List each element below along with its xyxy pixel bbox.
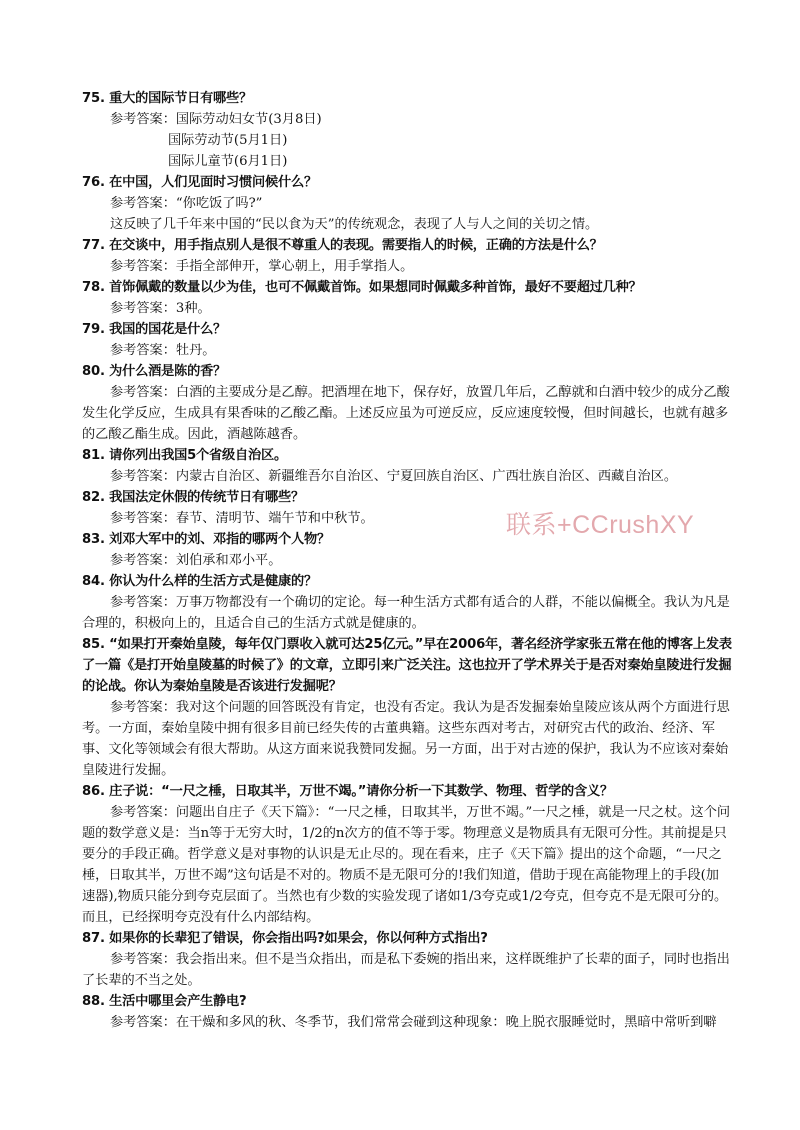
answer-87: 参考答案：我会指出来。但不是当众指出，而是私下委婉的指出来，这样既维护了长辈的面子，同时也指出了长辈的不当之处。 xyxy=(82,952,730,988)
question-84: 84. 你认为什么样的生活方式是健康的？ xyxy=(82,574,317,589)
answer-77: 参考答案：手指全部伸开，掌心朝上，用手掌指人。 xyxy=(110,259,414,274)
watermark-text: 联系+CCrushXY xyxy=(506,511,695,539)
answer-75: 参考答案：国际劳动妇女节(3月8日) xyxy=(110,112,322,127)
question-78: 78. 首饰佩戴的数量以少为佳，也可不佩戴首饰。如果想同时佩戴多种首饰，最好不要超过几种？ xyxy=(82,280,642,295)
answer-75-line-3: 国际儿童节(6月1日) xyxy=(168,154,288,169)
question-87: 87. 如果你的长辈犯了错误，你会指出吗?如果会，你以何种方式指出? xyxy=(82,931,488,946)
question-88: 88. 生活中哪里会产生静电? xyxy=(82,994,247,1009)
answer-84: 参考答案：万事万物都没有一个确切的定论。每一种生活方式都有适合的人群，不能以偏概全。我认为凡是合理的，积极向上的，且适合自己的生活方式就是健康的。 xyxy=(82,595,730,631)
answer-78: 参考答案：3种。 xyxy=(110,301,211,316)
answer-75-line-2: 国际劳动节(5月1日) xyxy=(168,133,288,148)
answer-85: 参考答案：我对这个问题的回答既没有肯定，也没有否定。我认为是否发掘秦始皇陵应该从两个方面进行思考。一方面，秦始皇陵中拥有很多目前已经失传的古董典籍。这些东西对考古，对研究古代的政治、经济、军事、文化等领域会有很大帮助。从这方面来说我赞同发掘。另一方面，出于对古迹的保护，我认为不应该对秦始皇陵进行发掘。 xyxy=(82,700,730,778)
question-82: 82. 我国法定休假的传统节日有哪些？ xyxy=(82,490,304,505)
question-79: 79. 我国的国花是什么？ xyxy=(82,322,227,337)
answer-86: 参考答案：问题出自庄子《天下篇》：“一尺之棰，日取其半，万世不竭。”一尺之棰，就是一尺之杖。这个问题的数学意义是：当n等于无穷大时，1/2的n次方的值不等于零。物理意义是物质具有无限可分性。其前提是只要分的手段正确。哲学意义是对事物的认识是无止尽的。现在看来，庄子《天下篇》提出的这个命题，“一尺之棰，日取其半，万世不竭”这句话是不对的。物质不是无限可分的!我们知道，借助于现在高能物理上的手段(加速器),物质只能分到夸克层面了。当然也有少数的实验发现了诸如1/3夸克或1/2夸克，但夸克不是无限可分的。而且，已经探明夸克没有什么内部结构。 xyxy=(82,805,731,925)
question-81: 81. 请你列出我国5个省级自治区。 xyxy=(82,448,287,463)
answer-76-explanation: 这反映了几千年来中国的“民以食为天”的传统观念，表现了人与人之间的关切之情。 xyxy=(110,217,599,232)
answer-80: 参考答案：白酒的主要成分是乙醇。把酒埋在地下，保存好，放置几年后，乙醇就和白酒中较少的成分乙酸发生化学反应，生成具有果香味的乙酸乙酯。上述反应虽为可逆反应，反应速度较慢，但时间越长，也就有越多的乙酸乙酯生成。因此，酒越陈越香。 xyxy=(82,385,730,442)
question-75: 75. 重大的国际节日有哪些？ xyxy=(82,91,253,106)
question-86: 86. 庄子说：“一尺之棰，日取其半，万世不竭。”请你分析一下其数学、物理、哲学的含义？ xyxy=(82,784,614,799)
question-83: 83. 刘邓大军中的刘、邓指的哪两个人物？ xyxy=(82,532,330,547)
answer-82: 参考答案：春节、清明节、端午节和中秋节。 xyxy=(110,511,374,526)
question-85: 85. “如果打开秦始皇陵，每年仅门票收入就可达25亿元。”早在2006年，著名经济学家张五常在他的博客上发表了一篇《是打开始皇陵墓的时候了》的文章，立即引来广泛关注。这也拉开了学术界关于是否对秦始皇陵进行发掘的论战。你认为秦始皇陵是否该进行发掘呢？ xyxy=(82,637,732,694)
question-77: 77. 在交谈中，用手指点别人是很不尊重人的表现。需要指人的时候，正确的方法是什么？ xyxy=(82,238,603,253)
answer-88: 参考答案：在干燥和多风的秋、冬季节，我们常常会碰到这种现象：晚上脱衣服睡觉时，黑暗中常听到噼 xyxy=(110,1015,717,1030)
question-76: 76. 在中国，人们见面时习惯问候什么？ xyxy=(82,175,317,190)
document-body xyxy=(82,88,732,1033)
question-80: 80. 为什么酒是陈的香？ xyxy=(82,364,227,379)
answer-81: 参考答案：内蒙古自治区、新疆维吾尔自治区、宁夏回族自治区、广西壮族自治区、西藏自治区。 xyxy=(110,469,678,484)
answer-76: 参考答案：“你吃饭了吗?” xyxy=(110,196,263,211)
answer-79: 参考答案：牡丹。 xyxy=(110,343,216,358)
answer-83: 参考答案：刘伯承和邓小平。 xyxy=(110,553,282,568)
